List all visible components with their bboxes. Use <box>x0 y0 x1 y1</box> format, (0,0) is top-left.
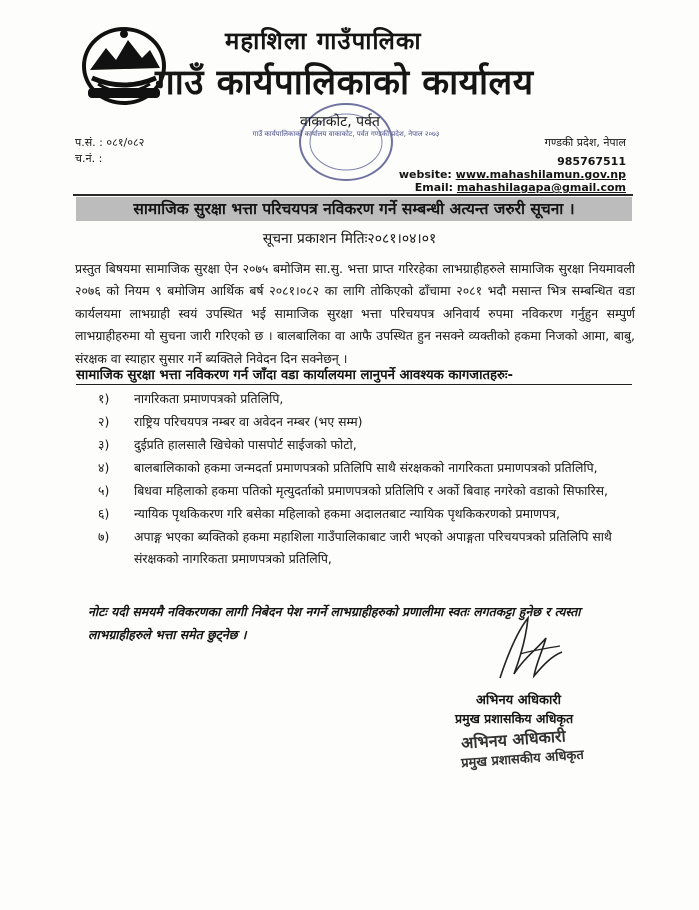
item-number: ३) <box>98 437 110 452</box>
publication-date: सूचना प्रकाशन मितिः२०८१।०४।०१ <box>262 231 437 247</box>
item-text: नागरिकता प्रमाणपत्रको प्रतिलिपि, <box>134 391 284 406</box>
signatory-name: अभिनय अधिकारी <box>476 693 562 708</box>
documents-heading: सामाजिक सुरक्षा भत्ता नविकरण गर्न जाँदा वडा कार्यालयमा लानुपर्ने आवश्यक कागजातहरुः- <box>76 365 632 385</box>
letter-number: प.सं. : ०८१/०८२ <box>75 136 145 149</box>
office-address: वाकाकोट, पर्वत <box>300 114 380 130</box>
list-item <box>98 388 638 410</box>
item-number: ४) <box>98 460 110 475</box>
name-stamp: अभिनय अधिकारी <box>460 726 567 753</box>
documents-list <box>98 388 638 571</box>
item-number: २) <box>98 414 110 429</box>
item-text: बिधवा महिलाको हकमा पतिको मृत्युदर्ताको प्रमाणपत्रको प्रतिलिपि र अर्को बिवाह नगरेको वडाको सिफारिस, <box>134 483 608 498</box>
item-number: ६) <box>98 506 110 521</box>
notice-title: सामाजिक सुरक्षा भत्ता परिचयपत्र नविकरण गर्ने सम्बन्धी अत्यन्त जरुरी सूचना । <box>76 197 632 221</box>
signatory-title: प्रमुख प्रशासकिय अधिकृत <box>455 711 574 726</box>
stamp-text: गाउँ कार्यपालिकाको कार्यालय वाकाकोट, पर्वत गण्डकी प्रदेश, नेपाल २०७३ <box>252 130 440 138</box>
item-text: न्यायिक पृथकिकरण गरि बसेका महिलाको हकमा अदालतबाट न्यायिक पृथकिकरणको प्रमाणपत्र, <box>134 506 560 521</box>
phone: 985767511 <box>557 155 626 168</box>
org-name: महाशिला गाउँपालिका <box>225 27 422 55</box>
list-item <box>98 457 638 479</box>
list-item <box>98 480 638 502</box>
list-item <box>98 526 638 570</box>
list-item <box>98 411 638 433</box>
item-text: दुईप्रति हालसालै खिचेको पासपोर्ट साईजको फोटो, <box>134 437 357 452</box>
dispatch-number: च.नं. : <box>75 152 103 165</box>
list-item <box>98 503 638 525</box>
handwritten-signature <box>490 608 570 686</box>
item-text: बालबालिकाको हकमा जन्मदर्ता प्रमाणपत्रको प्रतिलिपि साथै संरक्षकको नागरिकता प्रमाणपत्रको प्रतिलिपि, <box>134 460 598 475</box>
item-text: अपाङ्ग भएका ब्यक्तिको हकमा महाशिला गाउँपालिकाबाट जारी भएको अपाङ्गता परिचयपत्रको प्रतिलिपि साथै संरक्षकको नागरिकता प्रमाणपत्रको प्रतिलिपि, <box>134 529 612 566</box>
item-number: ७) <box>98 529 110 544</box>
office-name: गाउँ कार्यपालिकाको कार्यालय <box>155 63 534 103</box>
notice-note: नोटः यदी समयमै नविकरणका लागी निबेदन पेश नगर्ने लाभग्राहीहरुको प्रणालीमा स्वतः लगतकट्टा हुनेछ र त्यस्ता लाभग्राहीहरुले भत्ता समेत छुट्नेछ । <box>88 604 581 642</box>
header-divider <box>73 194 633 196</box>
website-line <box>399 168 626 181</box>
notice-body: प्रस्तुत बिषयमा सामाजिक सुरक्षा ऐन २०७५ बमोजिम सा.सु. भत्ता प्राप्त गरिरहेका लाभग्राहीहरुले सामाजिक सुरक्षा नियमावली २०७६ को नियम ९ बमोजिम आर्थिक बर्ष २०८१।०८२ का लागि तोकिएको ढाँचामा २०८१ भदौ मसान्त भित्र सम्बन्धित वडा कार्यलयमा लाभग्राही स्वयं उपस्थित भई सामाजिक सुरक्षा भत्ता परिचयपत्र अनिवार्य रुपमा नविकरण गर्नुहुन सम्पुर्ण लाभग्राहीहरुमा यो सुचना जारी गरिएको छ । बालबालिका वा आफै उपस्थित हुन नसक्ने व्यक्तीको हकमा निजको आमा, बाबु, संरक्षक वा स्याहार सुसार गर्ने ब्यक्तिले निवेदन दिन सक्नेछन् । <box>75 261 635 366</box>
province: गण्डकी प्रदेश, नेपाल <box>544 136 626 149</box>
item-number: ५) <box>98 483 110 498</box>
website-link[interactable]: www.mahashilamun.gov.np <box>455 168 626 181</box>
website-label: website: <box>398 168 452 181</box>
item-text: राष्ट्रिय परिचयपत्र नम्बर वा अवेदन नम्बर (भए सम्म) <box>134 414 363 429</box>
email-line <box>415 181 626 194</box>
email-label: Email: <box>414 181 454 194</box>
item-number: १) <box>98 391 110 406</box>
email-link[interactable]: mahashilagapa@gmail.com <box>456 181 626 194</box>
title-stamp: प्रमुख प्रशासकीय अधिकृत <box>460 747 585 772</box>
list-item <box>98 434 638 456</box>
